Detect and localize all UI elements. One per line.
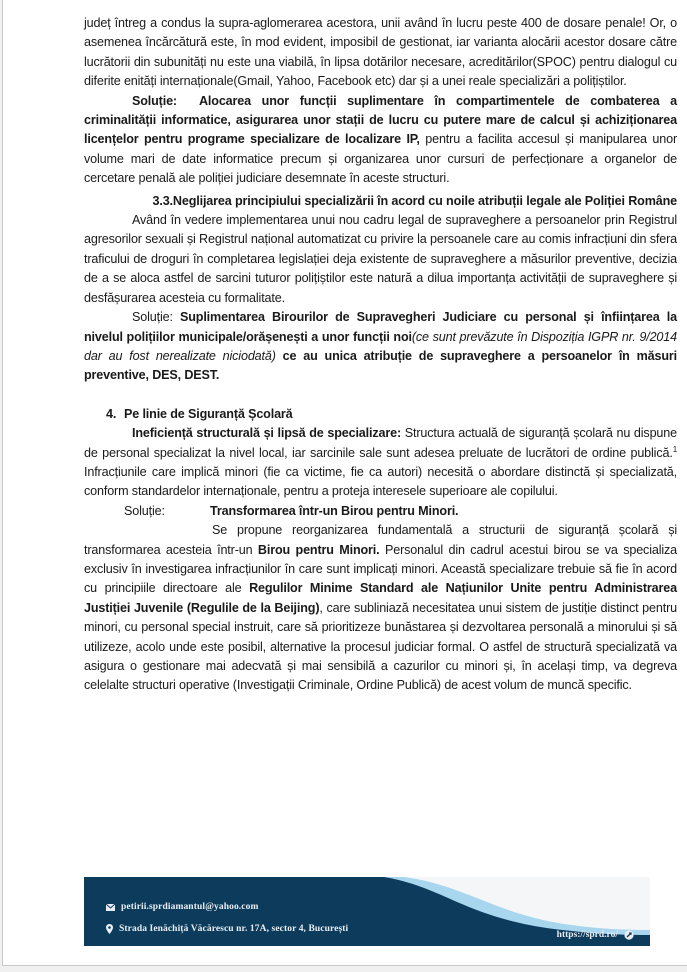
solution-text: pentru a facilita accesul și manipularea unor volume mari de date informatice precum și organizarea unor cursuri de perfecționare a organelor de cercetare penală ale poliției judiciare desemnate în aceste structuri. xyxy=(84,132,677,186)
globe-link-icon xyxy=(624,930,634,940)
email-address[interactable]: petirii.sprdiamantul@yahoo.com xyxy=(121,902,259,912)
paragraph-minors-bureau xyxy=(84,521,677,696)
paragraph-school-safety xyxy=(84,424,677,502)
footer-address xyxy=(106,924,348,934)
paragraph-text: Se propune reorganizarea fundamentală a structurii de siguranță școlară și transformarea acesteia într-un xyxy=(84,523,677,557)
solution-bold-text: Suplimentarea Birourilor de Supravegheri Judiciare cu personal și înființarea la nivelul polițiilor municipale/orășenești a unor funcții noi xyxy=(84,310,678,344)
paragraph-text-2: Personalul din cadrul acestui birou se va specializa exclusiv în investigarea infracțiunilor în care sunt implicați minori. Această specializare trebuie să fie în acord cu principiile directoare ale xyxy=(84,542,677,596)
website-link[interactable]: https://sprd.ro/ xyxy=(556,930,618,940)
street-address: Strada Ienăchiță Văcărescu nr. 17A, sector 4, București xyxy=(119,924,349,934)
document-body xyxy=(84,14,677,696)
solution-supervision xyxy=(84,308,677,386)
section-heading-3-3: 3.3.Neglijarea principiului specializării în acord cu noile atribuții legale ale Poliției Române xyxy=(152,193,677,208)
paragraph-text: Structura actuală de siguranță școlară nu dispune de personal specializat la nivel local, iar sarcinile sale sunt adesea preluate de lucrători de ordine publică. xyxy=(84,426,677,460)
section-heading-4 xyxy=(84,405,677,424)
solution-label: Soluție: xyxy=(132,310,180,325)
solution-minors-row xyxy=(84,502,677,521)
paragraph-supervision: Având în vedere implementarea unui nou cadru legal de supraveghere a persoanelor prin Registrul agresorilor sexuali și Registrul național automatizat cu privire la persoanele care au comis infracțiuni din sfera traficului de droguri în completarea legislației deja existente de supraveghere a măsurilor preventive, decizia de a se aloca astfel de sarcini tuturor polițiștilor este natură a dilua importanța activității de supraveghere și desfășurarea acesteia cu formalitate. xyxy=(84,213,677,305)
section-number: 4. xyxy=(106,406,117,421)
solution-title: Transformarea într-un Birou pentru Minori. xyxy=(210,503,459,518)
footer-website xyxy=(557,930,634,940)
solution-label: Soluție: xyxy=(132,93,177,108)
envelope-icon xyxy=(106,904,115,911)
map-pin-icon xyxy=(106,924,113,934)
solution-label: Soluție: xyxy=(124,503,165,518)
solution-bold-text: Alocarea unor funcții suplimentare în compartimentele de combaterea a criminalității informatice, asigurarea unor stații de lucru cu putere mare de calcul și achiziționarea licențelor pentru programe specializare de localizare IP, xyxy=(84,93,677,147)
footer-email xyxy=(106,902,258,912)
paragraph-lead: Ineficiență structurală și lipsă de specializare: xyxy=(132,426,401,441)
bold-bureau-name: Birou pentru Minori. xyxy=(257,542,380,557)
solution-italic-note: (ce sunt prevăzute în Dispoziția IGPR nr. 9/2014 dar au fost nerealizate niciodată) xyxy=(84,329,677,363)
paragraph-text-3: , care subliniază necesitatea unui sistem de justiție distinct pentru minori, cu personal special instruit, care să prioritizeze bunăstarea și dezvoltarea personală a minorului și să utilizeze, acolo unde este posibil, alternative la procesul judiciar formal. O astfel de structură specializată va asigura o gestionare mai adecvată și mai sensibilă a cazurilor cu minori și, în același timp, va degreva celelalte structuri operative (Investigații Criminale, Ordine Publică) de acest volum de muncă specific. xyxy=(84,600,677,693)
bold-beijing-rules: Regulilor Minime Standard ale Națiunilor Unite pentru Administrarea Justiției Juvenile (Regulile de la Beijing) xyxy=(84,581,677,615)
solution-bold-text-2: ce au unica atribuție de supraveghere a persoanelor în măsuri preventive, DES, DEST. xyxy=(84,348,677,383)
section-title: Pe linie de Siguranță Școlară xyxy=(124,406,293,421)
footer-banner xyxy=(84,877,650,946)
footnote-marker[interactable]: 1 xyxy=(672,444,677,454)
solution-cybercrime xyxy=(84,92,677,189)
paragraph-cybercrime-overload: județ întreg a condus la supra-aglomerarea acestora, unii având în lucru peste 400 de dosare penale! Or, o asemenea încărcătură este, în mod evident, imposibil de gestionat, iar varianta alocării acestor dosare către lucrătorii din subunități nu este una viabilă, în lipsa dotărilor necesare, acreditărilor(SPOC) pentru dialogul cu diferite enități internaționale(Gmail, Yahoo, Facebook etc) dar și a unei reale specializări a polițiștilor. xyxy=(84,16,677,89)
document-page xyxy=(2,0,687,966)
paragraph-text-2: Infracțiunile care implică minori (fie ca victime, fie ca autori) necesită o abordare distinctă și specializată, conform standardelor internaționale, pentru a proteja interesele superioare ale copilului. xyxy=(84,464,677,499)
